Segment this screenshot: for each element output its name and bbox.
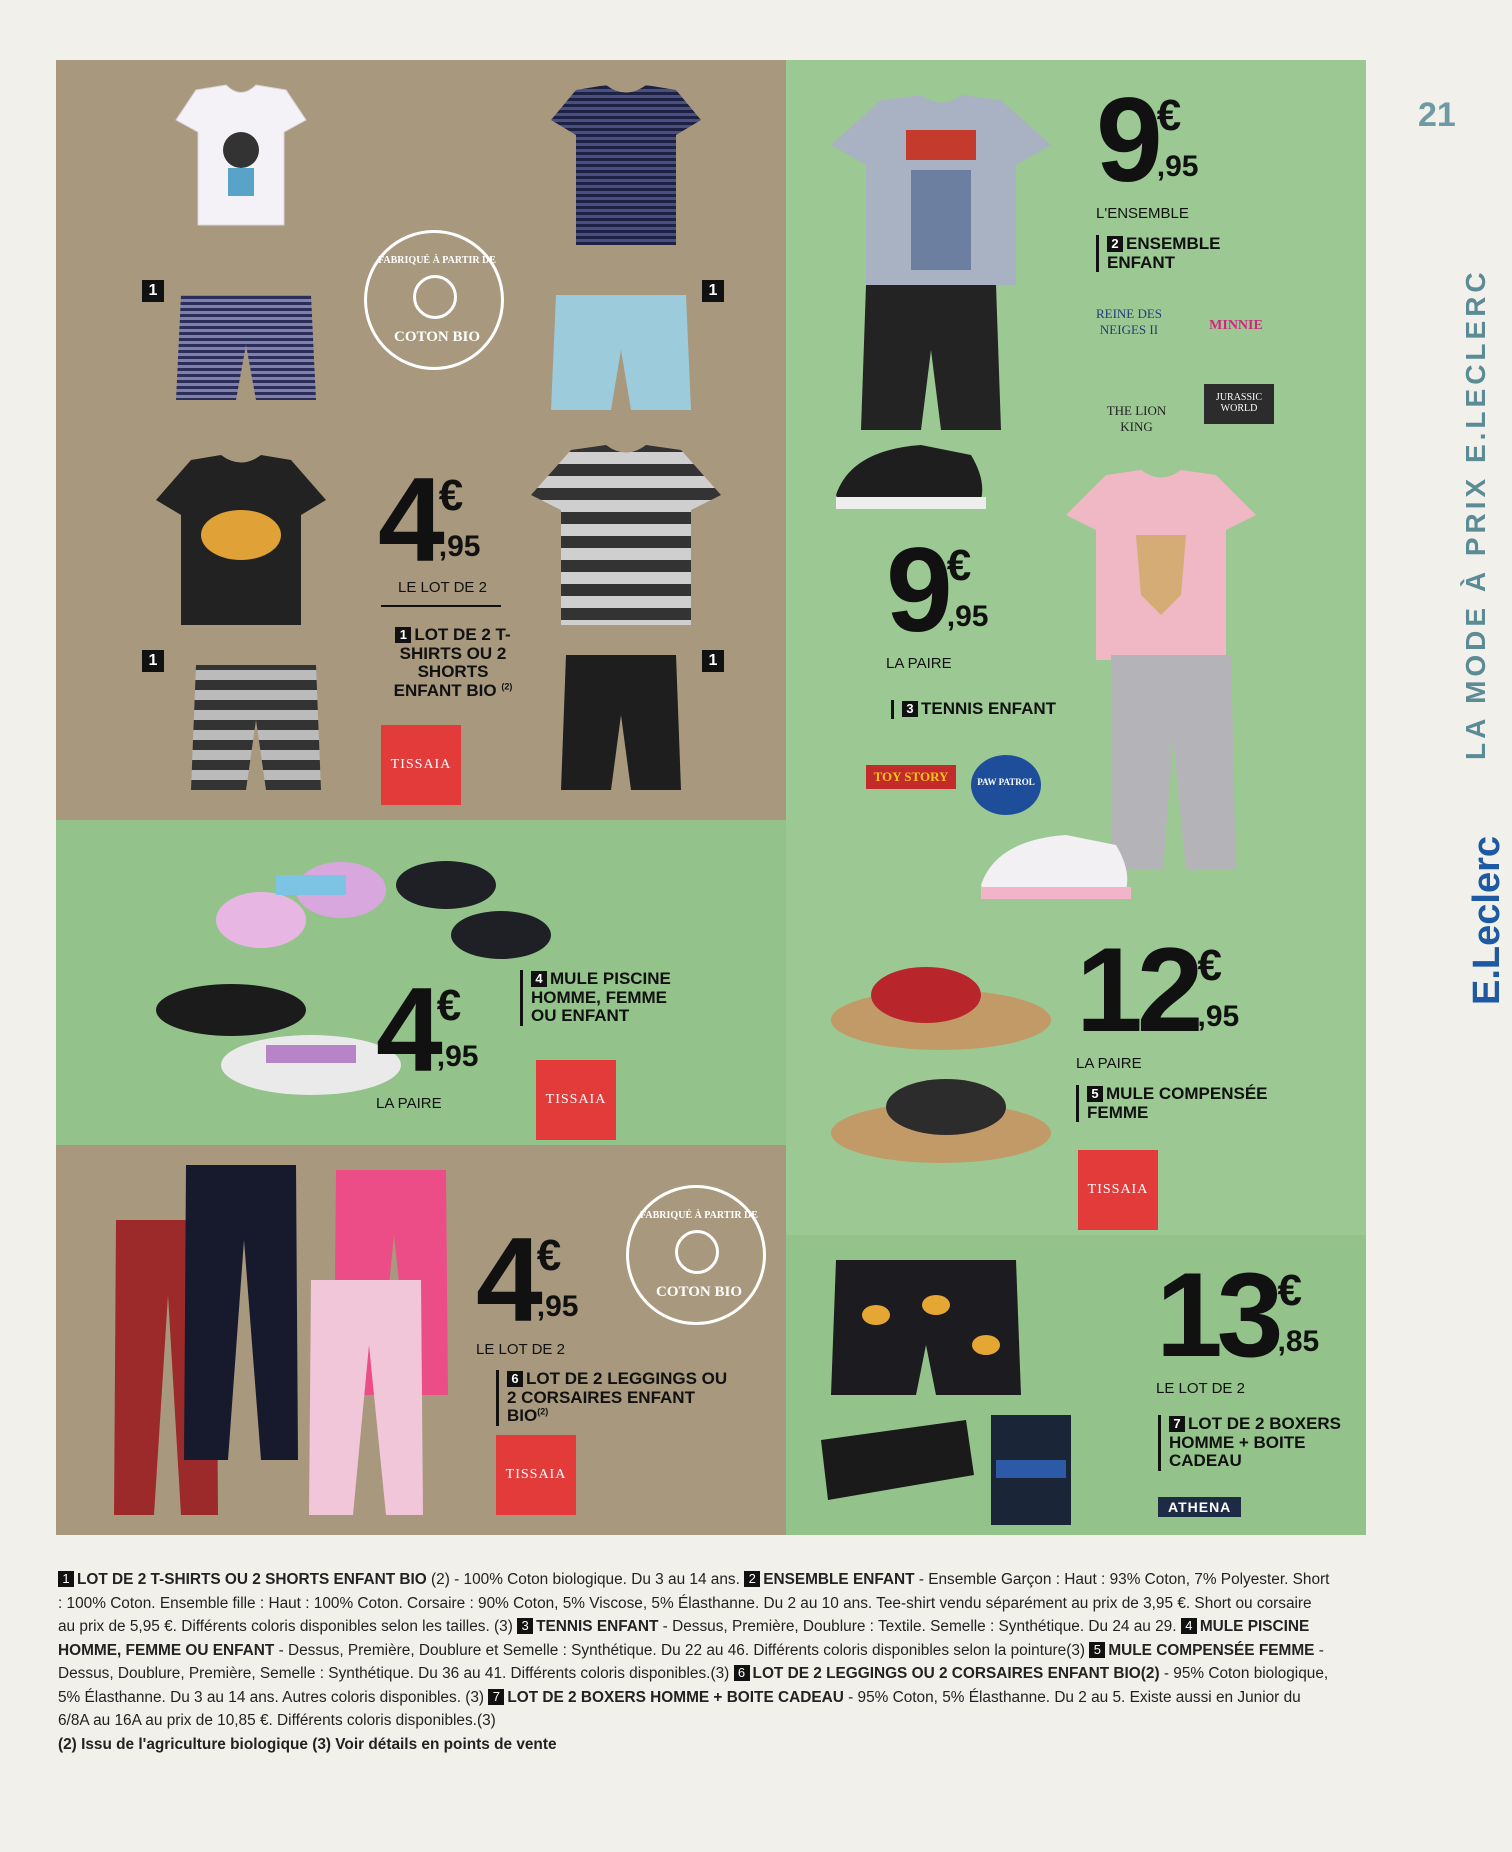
product-title-2: 2 ENSEMBLE ENFANT (1096, 235, 1256, 272)
price-product-3: 9 € ,95 LA PAIRE (886, 523, 989, 672)
price-product-1: 4 € ,95 LE LOT DE 2 (378, 453, 487, 596)
product-title-3: 3 TENNIS ENFANT (891, 700, 1091, 719)
product-title-1: 1 LOT DE 2 T-SHIRTS OU 2 SHORTS ENFANT BIO $^{(2)}$ (393, 625, 513, 701)
panel-mules-piscine (56, 820, 786, 1145)
cotton-flower-icon (675, 1230, 719, 1274)
product-image-tshirt-white (166, 80, 316, 230)
price-unit: LA PAIRE (1076, 1055, 1142, 1072)
section-title-vertical: LA MODE À PRIX E.LECLERC (1460, 268, 1491, 760)
product-image-shorts-black-ensemble (856, 280, 1006, 440)
price-product-6: 4 € ,95 LE LOT DE 2 (476, 1213, 579, 1358)
price-unit: LA PAIRE (376, 1095, 442, 1112)
price-unit: LE LOT DE 2 (1156, 1380, 1245, 1397)
licence-logo-jurassic-world: JURASSIC WORLD (1204, 384, 1274, 424)
coton-bio-badge-top: FABRIQUÉ À PARTIR DE (378, 255, 496, 266)
brand-logo-tissaia: TISSAIA (1078, 1150, 1158, 1230)
price-unit: LA PAIRE (886, 655, 952, 672)
product-image-boite-cadeau (816, 1415, 976, 1505)
product-image-boxer-pack (986, 1410, 1076, 1530)
product-image-shorts-striped-navy (171, 290, 321, 410)
brand-logo-athena: ATHENA (1158, 1497, 1241, 1517)
panel-boxers (786, 1235, 1366, 1535)
product-image-legging-noir (176, 1160, 306, 1470)
licence-logo-lion-king: THE LION KING (1106, 403, 1167, 434)
panel-mules-compensees (786, 930, 1366, 1235)
coton-bio-badge (626, 1185, 766, 1325)
legal-footnotes: (2) Issu de l'agriculture biologique (3) Voir détails en points de vente (58, 1735, 557, 1753)
price-product-7: 13 € ,85 LE LOT DE 2 (1156, 1248, 1320, 1397)
product-image-tennis-paw-patrol (976, 825, 1136, 905)
panel-leggings (56, 1145, 786, 1535)
product-image-shorts-black (556, 650, 686, 800)
product-image-mule-compensee-rouge (826, 950, 1056, 1060)
licence-logo-reine-des-neiges: REINE DES NEIGES II (1095, 306, 1163, 337)
product-image-mule-homme-noir (386, 840, 566, 970)
coton-bio-badge (364, 230, 504, 370)
page-number: 21 (1418, 96, 1456, 134)
product-image-shorts-striped-grey (186, 660, 326, 800)
coton-bio-badge-label: COTON BIO (656, 1284, 742, 1300)
product-image-tshirt-toy-story (826, 90, 1056, 290)
brand-logo-tissaia: TISSAIA (381, 725, 461, 805)
store-logo-leclerc: E.Leclerc (1466, 836, 1508, 1005)
product-number-tag: 1 (142, 650, 164, 672)
panel-ensemble-tennis (786, 60, 1366, 930)
product-number-tag: 1 (702, 650, 724, 672)
coton-bio-badge-label: COTON BIO (394, 329, 480, 345)
licence-logo-toy-story: TOY STORY (866, 765, 956, 789)
product-title-6: 6 LOT DE 2 LEGGINGS OU 2 CORSAIRES ENFANT BIO$^{(2)}$ (496, 1370, 736, 1426)
price-unit: LE LOT DE 2 (476, 1341, 565, 1358)
price-unit: L'ENSEMBLE (1096, 205, 1189, 222)
product-image-tshirt-black (151, 450, 331, 630)
coton-bio-badge-top: FABRIQUÉ À PARTIR DE (640, 1210, 758, 1221)
product-image-corsaire-rose-clair (301, 1275, 431, 1525)
licence-logo-minnie: MINNIE (1209, 318, 1263, 333)
product-title-4: 4 MULE PISCINE HOMME, FEMME OU ENFANT (520, 970, 690, 1026)
licence-logo-paw-patrol: PAW PATROL (971, 755, 1041, 815)
brand-logo-tissaia: TISSAIA (536, 1060, 616, 1140)
cotton-flower-icon (413, 275, 457, 319)
product-image-mule-compensee-noire (826, 1055, 1056, 1175)
product-number-tag: 1 (702, 280, 724, 302)
product-image-tshirt-pink-hogwarts (1061, 465, 1261, 665)
product-title-7: 7 LOT DE 2 BOXERS HOMME + BOITE CADEAU (1158, 1415, 1358, 1471)
legal-text: 1 LOT DE 2 T-SHIRTS OU 2 SHORTS ENFANT BIO (2) - 100% Coton biologique. Du 3 au 14 ans. 2 ENSEMBLE ENFANT - Ensemble Garçon : Haut : 93% Coton, 7% Polyester. Short : 100% Coton. Ensemble fille : Haut : 100% Coton. Corsaire : 90% Coton, 5% Viscose, 5% Élasthanne. Du 2 au 10 ans. Tee-shirt vendu séparément au prix de 3,95 €. Short ou corsaire au prix de 5,95 €. Différents coloris disponibles selon les tailles. (3) 3 TENNIS ENFANT - Dessus, Première, Doublure : Textile. Semelle : Synthétique. Du 24 au 29. 4 MULE PISCINE HOMME, FEMME OU ENFANT - Dessus, Première, Doublure et Semelle : Synthétique. Du 22 au 46. Différents coloris disponibles selon la pointure(3) 5 MULE COMPENSÉE FEMME - Dessus, Doublure, Première, Semelle : Synthétique. Du 36 au 41. Différents coloris disponibles.(3) 6 LOT DE 2 LEGGINGS OU 2 CORSAIRES ENFANT BIO(2) - 95% Coton biologique, 5% Élasthanne. Du 3 au 14 ans. Autres coloris disponibles. (3) 7 LOT DE 2 BOXERS HOMME + BOITE CADEAU - 95% Coton, 5% Élasthanne. Du 2 au 5. Existe aussi en Junior du 6/8A au 16A au prix de 10,85 €. Différents coloris disponibles.(3) (2) Issu de l'agriculture biologique (3) Voir détails en points de vente (58, 1571, 1330, 1753)
product-image-tennis-toy-story (831, 435, 991, 515)
product-image-tshirt-striped-grey (526, 440, 726, 630)
price-product-4: 4 € ,95 LA PAIRE (376, 963, 479, 1112)
product-image-boxer-nba (826, 1255, 1026, 1405)
panel-tshirts-shorts (56, 60, 786, 820)
product-image-mule-enfant (206, 830, 406, 970)
price-product-2: 9 € ,95 L'ENSEMBLE (1096, 73, 1199, 222)
price-divider (381, 605, 501, 607)
product-image-shorts-lightblue (546, 290, 696, 420)
price-unit: LE LOT DE 2 (398, 579, 487, 596)
brand-logo-tissaia: TISSAIA (496, 1435, 576, 1515)
product-title-5: 5 MULE COMPENSÉE FEMME (1076, 1085, 1276, 1122)
product-image-tshirt-navy (546, 80, 706, 250)
price-product-5: 12 € ,95 LA PAIRE (1076, 930, 1240, 1072)
product-number-tag: 1 (142, 280, 164, 302)
